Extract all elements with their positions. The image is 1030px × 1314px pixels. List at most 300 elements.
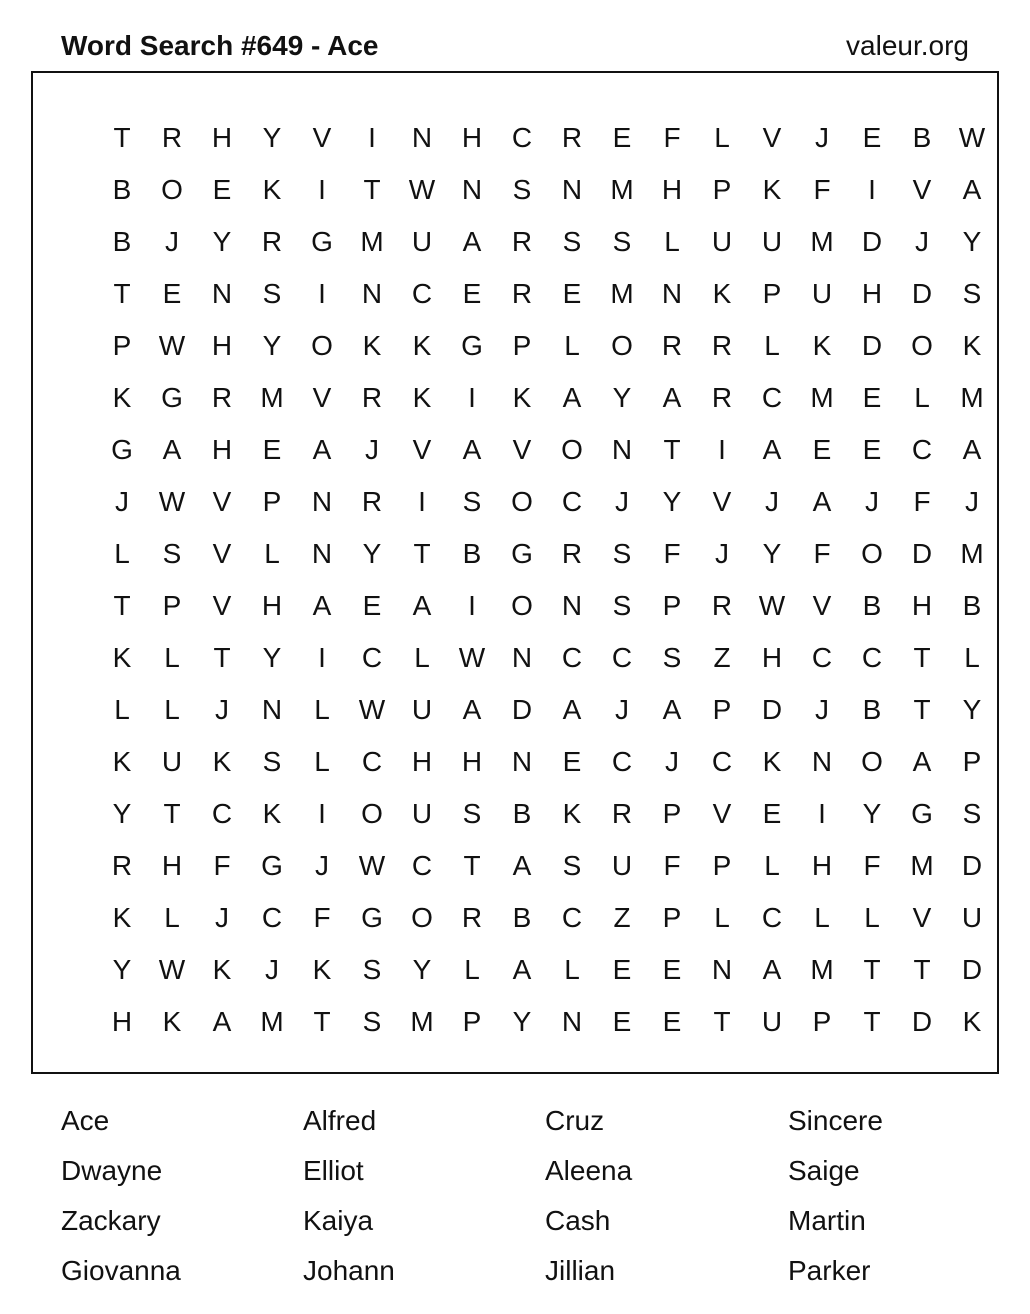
grid-letter: U <box>811 278 833 309</box>
grid-letter: C <box>561 902 583 933</box>
word-list-item: Jillian <box>545 1255 616 1286</box>
grid-letter: C <box>561 642 583 673</box>
grid-letter: C <box>361 746 383 777</box>
grid-letter: P <box>662 590 682 621</box>
grid-letter: J <box>265 954 279 985</box>
word-list-item: Cruz <box>545 1105 605 1136</box>
grid-letter: L <box>964 642 980 673</box>
grid-letter: M <box>810 382 834 413</box>
grid-letter: F <box>863 850 881 881</box>
grid-letter: T <box>663 434 681 465</box>
grid-letter: K <box>812 330 832 361</box>
grid-letter: U <box>961 902 983 933</box>
grid-letter: S <box>612 538 632 569</box>
grid-letter: K <box>212 954 232 985</box>
grid-letter: E <box>162 278 182 309</box>
grid-letter: O <box>561 434 583 465</box>
grid-letter: A <box>912 746 932 777</box>
grid-letter: W <box>758 590 786 621</box>
grid-letter: R <box>511 226 533 257</box>
word-list-item: Johann <box>303 1255 395 1286</box>
grid-letter: Y <box>262 330 282 361</box>
grid-letter: M <box>610 174 634 205</box>
grid-letter: O <box>861 746 883 777</box>
word-list-item: Parker <box>788 1255 871 1286</box>
grid-letter: O <box>911 330 933 361</box>
grid-letter: J <box>965 486 979 517</box>
grid-letter: A <box>962 434 982 465</box>
grid-letter: M <box>810 226 834 257</box>
grid-letter: C <box>861 642 883 673</box>
grid-letter: N <box>211 278 233 309</box>
grid-letter: A <box>162 434 182 465</box>
grid-letter: O <box>161 174 183 205</box>
word-list-item: Giovanna <box>61 1255 181 1286</box>
grid-letter: K <box>562 798 582 829</box>
grid-letter: I <box>468 590 476 621</box>
grid-letter: M <box>810 954 834 985</box>
grid-letter: G <box>311 226 333 257</box>
grid-letter: E <box>262 434 282 465</box>
grid-letter: G <box>361 902 383 933</box>
grid-letter: A <box>212 1006 232 1037</box>
grid-letter: I <box>868 174 876 205</box>
grid-letter: E <box>562 278 582 309</box>
grid-letter: S <box>362 1006 382 1037</box>
grid-letter: Y <box>362 538 382 569</box>
grid-letter: P <box>712 850 732 881</box>
grid-letter: L <box>314 694 330 725</box>
grid-letter: E <box>612 954 632 985</box>
grid-letter: M <box>260 1006 284 1037</box>
grid-letter: N <box>711 954 733 985</box>
grid-letter: L <box>914 382 930 413</box>
grid-letter: H <box>211 122 233 153</box>
grid-letter: C <box>411 278 433 309</box>
grid-letter: L <box>414 642 430 673</box>
grid-letter: U <box>761 226 783 257</box>
grid-letter: I <box>718 434 726 465</box>
grid-letter: E <box>662 1006 682 1037</box>
grid-letter: C <box>511 122 533 153</box>
grid-letter: M <box>410 1006 434 1037</box>
grid-letter: A <box>512 850 532 881</box>
grid-letter: T <box>113 590 131 621</box>
grid-letter: E <box>862 382 882 413</box>
grid-letter: S <box>462 486 482 517</box>
grid-letter: N <box>561 590 583 621</box>
grid-letter: N <box>561 174 583 205</box>
grid-letter: M <box>960 538 984 569</box>
grid-letter: P <box>812 1006 832 1037</box>
grid-letter: D <box>911 1006 933 1037</box>
grid-letter: J <box>115 486 129 517</box>
grid-letter: H <box>461 746 483 777</box>
grid-letter: J <box>865 486 879 517</box>
grid-letter: T <box>113 278 131 309</box>
grid-letter: V <box>312 382 332 413</box>
grid-letter: E <box>862 122 882 153</box>
grid-letter: H <box>111 1006 133 1037</box>
grid-letter: G <box>511 538 533 569</box>
grid-letter: K <box>762 174 782 205</box>
grid-letter: G <box>161 382 183 413</box>
word-list-item: Aleena <box>545 1155 633 1186</box>
grid-letter: H <box>911 590 933 621</box>
grid-letter: W <box>158 330 186 361</box>
grid-letter: H <box>461 122 483 153</box>
grid-letter: N <box>511 746 533 777</box>
grid-letter: H <box>211 330 233 361</box>
grid-letter: R <box>211 382 233 413</box>
grid-letter: I <box>318 642 326 673</box>
grid-letter: V <box>912 174 932 205</box>
grid-letter: R <box>511 278 533 309</box>
grid-letter: I <box>318 174 326 205</box>
grid-letter: V <box>762 122 782 153</box>
grid-letter: N <box>311 486 333 517</box>
grid-letter: A <box>312 434 332 465</box>
grid-letter: K <box>112 902 132 933</box>
grid-letter: R <box>561 538 583 569</box>
grid-letter: F <box>663 538 681 569</box>
grid-letter: E <box>562 746 582 777</box>
grid-letter: M <box>260 382 284 413</box>
grid-letter: K <box>962 1006 982 1037</box>
grid-letter: M <box>360 226 384 257</box>
grid-letter: T <box>913 642 931 673</box>
grid-letter: S <box>512 174 532 205</box>
grid-letter: J <box>765 486 779 517</box>
grid-letter: E <box>662 954 682 985</box>
grid-letter: C <box>211 798 233 829</box>
grid-letter: N <box>511 642 533 673</box>
grid-letter: A <box>762 434 782 465</box>
grid-letter: V <box>712 486 732 517</box>
grid-letter: S <box>612 226 632 257</box>
grid-letter: M <box>610 278 634 309</box>
grid-letter: S <box>362 954 382 985</box>
word-list-item: Saige <box>788 1155 860 1186</box>
grid-letter: P <box>662 798 682 829</box>
grid-letter: P <box>662 902 682 933</box>
grid-letter: D <box>911 278 933 309</box>
grid-letter: W <box>358 850 386 881</box>
grid-letter: V <box>712 798 732 829</box>
grid-letter: C <box>811 642 833 673</box>
grid-letter: O <box>361 798 383 829</box>
puzzle-title: Word Search #649 - Ace <box>61 30 379 61</box>
grid-letter: W <box>158 486 186 517</box>
word-list-item: Alfred <box>303 1105 377 1136</box>
grid-letter: J <box>715 538 729 569</box>
grid-letter: A <box>662 694 682 725</box>
grid-letter: N <box>261 694 283 725</box>
grid-letter: A <box>812 486 832 517</box>
grid-letter: S <box>662 642 682 673</box>
grid-letter: S <box>962 278 982 309</box>
word-list <box>61 1100 988 1300</box>
grid-letter: P <box>462 1006 482 1037</box>
grid-letter: E <box>612 122 632 153</box>
grid-letter: D <box>761 694 783 725</box>
grid-letter: R <box>561 122 583 153</box>
grid-letter: J <box>215 694 229 725</box>
grid-letter: L <box>664 226 680 257</box>
grid-letter: U <box>161 746 183 777</box>
grid-letter: A <box>662 382 682 413</box>
grid-letter: V <box>512 434 532 465</box>
grid-letter: I <box>418 486 426 517</box>
grid-letter: Z <box>613 902 631 933</box>
grid-letter: L <box>314 746 330 777</box>
grid-letter: C <box>561 486 583 517</box>
grid-letter: C <box>711 746 733 777</box>
grid-letter: K <box>712 278 732 309</box>
grid-letter: G <box>261 850 283 881</box>
grid-letter: N <box>311 538 333 569</box>
grid-letter: D <box>911 538 933 569</box>
grid-letter: W <box>158 954 186 985</box>
grid-letter: O <box>511 590 533 621</box>
grid-letter: L <box>164 642 180 673</box>
grid-letter: H <box>761 642 783 673</box>
grid-letter: O <box>411 902 433 933</box>
grid-letter: H <box>861 278 883 309</box>
grid-letter: V <box>212 538 232 569</box>
grid-letter: B <box>912 122 932 153</box>
grid-letter: F <box>813 174 831 205</box>
grid-letter: V <box>912 902 932 933</box>
grid-letter: Y <box>962 694 982 725</box>
grid-letter: F <box>313 902 331 933</box>
grid-letter: F <box>813 538 831 569</box>
word-list-item: Zackary <box>61 1205 161 1236</box>
grid-letter: A <box>762 954 782 985</box>
grid-letter: F <box>663 122 681 153</box>
grid-letter: A <box>462 226 482 257</box>
grid-letter: S <box>462 798 482 829</box>
grid-letter: C <box>611 746 633 777</box>
grid-letter: W <box>958 122 986 153</box>
grid-letter: L <box>464 954 480 985</box>
grid-letter: K <box>112 746 132 777</box>
grid-letter: L <box>264 538 280 569</box>
grid-letter: I <box>368 122 376 153</box>
grid-letter: Y <box>862 798 882 829</box>
grid-letter: T <box>113 122 131 153</box>
grid-letter: B <box>112 174 132 205</box>
grid-letter: P <box>712 174 732 205</box>
grid-letter: F <box>213 850 231 881</box>
grid-letter: P <box>962 746 982 777</box>
grid-letter: M <box>910 850 934 881</box>
grid-letter: S <box>962 798 982 829</box>
grid-letter: Y <box>412 954 432 985</box>
grid-letter: I <box>318 278 326 309</box>
grid-letter: H <box>261 590 283 621</box>
grid-letter: Y <box>212 226 232 257</box>
grid-letter: R <box>711 330 733 361</box>
grid-letter: S <box>562 850 582 881</box>
grid-letter: H <box>811 850 833 881</box>
grid-letter: S <box>162 538 182 569</box>
grid-letter: R <box>611 798 633 829</box>
grid-letter: J <box>365 434 379 465</box>
grid-letter: C <box>361 642 383 673</box>
grid-letter: K <box>762 746 782 777</box>
grid-letter: S <box>262 746 282 777</box>
grid-letter: A <box>312 590 332 621</box>
grid-letter: E <box>362 590 382 621</box>
grid-letter: I <box>468 382 476 413</box>
grid-letter: L <box>164 902 180 933</box>
grid-letter: T <box>363 174 381 205</box>
grid-letter: B <box>462 538 482 569</box>
grid-letter: L <box>114 538 130 569</box>
grid-letter: C <box>911 434 933 465</box>
grid-letter: G <box>911 798 933 829</box>
grid-letter: A <box>512 954 532 985</box>
grid-letter: T <box>313 1006 331 1037</box>
grid-letter: N <box>561 1006 583 1037</box>
grid-letter: K <box>412 330 432 361</box>
grid-letter: T <box>863 954 881 985</box>
grid-letter: J <box>915 226 929 257</box>
grid-letter: S <box>262 278 282 309</box>
grid-letter: R <box>461 902 483 933</box>
grid-letter: I <box>318 798 326 829</box>
grid-letter: A <box>462 434 482 465</box>
grid-letter: Y <box>262 122 282 153</box>
grid-letter: W <box>358 694 386 725</box>
grid-letter: P <box>512 330 532 361</box>
grid-letter: S <box>612 590 632 621</box>
grid-letter: K <box>112 642 132 673</box>
site-name: valeur.org <box>846 30 969 61</box>
grid-letter: M <box>960 382 984 413</box>
grid-letter: I <box>818 798 826 829</box>
grid-letter: R <box>711 590 733 621</box>
grid-letter: H <box>211 434 233 465</box>
grid-letter: U <box>411 226 433 257</box>
grid-letter: Y <box>112 954 132 985</box>
grid-letter: A <box>962 174 982 205</box>
letter-grid <box>97 112 997 1048</box>
grid-letter: P <box>712 694 732 725</box>
grid-letter: K <box>212 746 232 777</box>
grid-letter: P <box>262 486 282 517</box>
word-list-item: Elliot <box>303 1155 364 1186</box>
grid-letter: D <box>861 226 883 257</box>
grid-letter: J <box>215 902 229 933</box>
grid-letter: K <box>262 798 282 829</box>
grid-letter: K <box>512 382 532 413</box>
grid-letter: J <box>615 694 629 725</box>
grid-letter: L <box>714 902 730 933</box>
word-list-item: Cash <box>545 1205 611 1236</box>
grid-letter: O <box>311 330 333 361</box>
grid-letter: B <box>962 590 982 621</box>
grid-letter: P <box>162 590 182 621</box>
grid-letter: H <box>161 850 183 881</box>
grid-letter: N <box>611 434 633 465</box>
grid-letter: L <box>764 850 780 881</box>
grid-letter: Y <box>512 1006 532 1037</box>
grid-letter: K <box>962 330 982 361</box>
grid-letter: U <box>711 226 733 257</box>
grid-letter: V <box>312 122 332 153</box>
word-list-item: Martin <box>788 1205 866 1236</box>
grid-letter: E <box>612 1006 632 1037</box>
grid-letter: Y <box>662 486 682 517</box>
grid-letter: E <box>462 278 482 309</box>
grid-letter: H <box>661 174 683 205</box>
grid-letter: D <box>511 694 533 725</box>
grid-letter: L <box>564 954 580 985</box>
grid-letter: T <box>213 642 231 673</box>
grid-letter: C <box>761 382 783 413</box>
grid-letter: N <box>811 746 833 777</box>
grid-letter: L <box>564 330 580 361</box>
grid-letter: B <box>512 798 532 829</box>
grid-letter: C <box>761 902 783 933</box>
grid-letter: L <box>714 122 730 153</box>
grid-letter: A <box>412 590 432 621</box>
grid-letter: F <box>913 486 931 517</box>
grid-letter: Y <box>262 642 282 673</box>
grid-letter: F <box>663 850 681 881</box>
grid-letter: O <box>861 538 883 569</box>
grid-letter: U <box>611 850 633 881</box>
grid-letter: E <box>212 174 232 205</box>
grid-letter: L <box>814 902 830 933</box>
grid-letter: G <box>461 330 483 361</box>
word-list-item: Sincere <box>788 1105 883 1136</box>
grid-letter: J <box>665 746 679 777</box>
grid-letter: N <box>361 278 383 309</box>
grid-letter: N <box>661 278 683 309</box>
grid-letter: K <box>162 1006 182 1037</box>
grid-letter: R <box>711 382 733 413</box>
grid-letter: Y <box>762 538 782 569</box>
grid-letter: D <box>961 954 983 985</box>
grid-letter: J <box>165 226 179 257</box>
grid-letter: Z <box>713 642 731 673</box>
word-list-item: Dwayne <box>61 1155 163 1186</box>
grid-letter: A <box>462 694 482 725</box>
grid-letter: C <box>611 642 633 673</box>
grid-letter: D <box>861 330 883 361</box>
grid-letter: K <box>312 954 332 985</box>
grid-letter: K <box>112 382 132 413</box>
grid-letter: B <box>862 694 882 725</box>
grid-letter: S <box>562 226 582 257</box>
grid-letter: T <box>463 850 481 881</box>
grid-letter: P <box>112 330 132 361</box>
grid-letter: O <box>611 330 633 361</box>
grid-letter: U <box>411 798 433 829</box>
grid-letter: E <box>762 798 782 829</box>
grid-letter: K <box>412 382 432 413</box>
grid-letter: T <box>163 798 181 829</box>
grid-letter: V <box>412 434 432 465</box>
grid-letter: Y <box>962 226 982 257</box>
grid-letter: J <box>315 850 329 881</box>
grid-letter: U <box>411 694 433 725</box>
grid-letter: T <box>713 1006 731 1037</box>
grid-letter: T <box>863 1006 881 1037</box>
